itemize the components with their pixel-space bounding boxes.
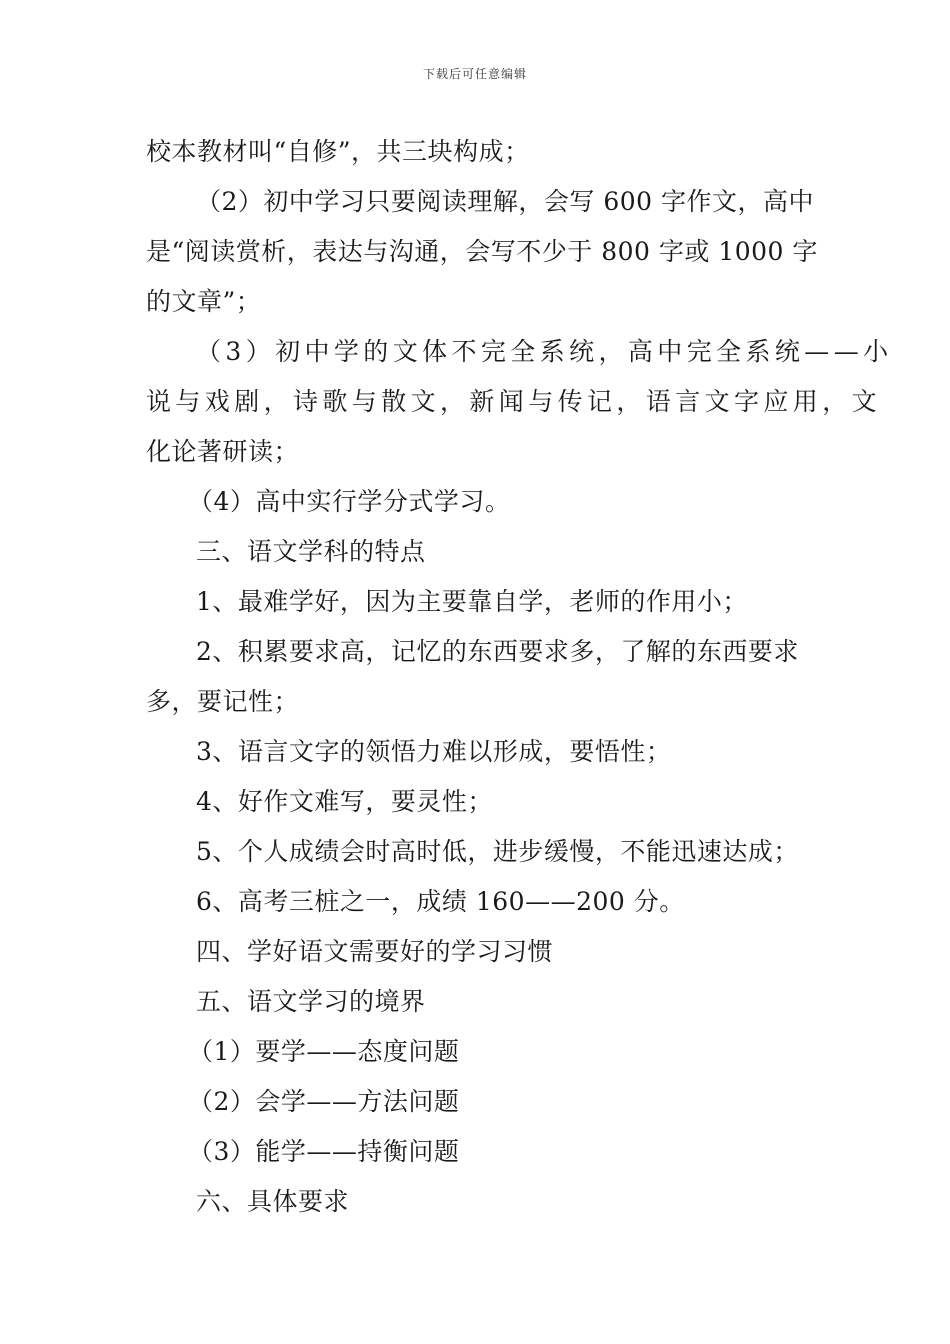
text-line: 的文章”； (146, 287, 262, 316)
list-item: （3）能学——持衡问题 (188, 1137, 460, 1166)
page-header-note: 下载后可任意编辑 (422, 67, 527, 81)
text-line: 是“阅读赏析，表达与沟通，会写不少于 800 字或 1000 字 (146, 237, 818, 266)
text-line: 校本教材叫“自修”，共三块构成； (146, 137, 530, 166)
list-item: 6、高考三桩之一，成绩 160——200 分。 (196, 887, 685, 916)
list-item: 4、好作文难写，要灵性； (196, 787, 493, 816)
list-item: 2、积累要求高，记忆的东西要求多，了解的东西要求 (196, 637, 799, 666)
list-item: （4）高中实行学分式学习。 (188, 487, 511, 516)
section-heading: 五、语文学习的境界 (196, 987, 426, 1016)
list-item: （2）初中学习只要阅读理解，会写 600 字作文，高中 (196, 187, 815, 216)
list-item: 1、最难学好，因为主要靠自学，老师的作用小； (196, 587, 748, 616)
list-item: （3）初中学的文体不完全系统，高中完全系统——小 (196, 337, 893, 366)
text-line: 多，要记性； (146, 687, 300, 716)
text-line: 化论著研读； (146, 437, 300, 466)
text-line: 说与戏剧，诗歌与散文，新闻与传记，语言文字应用，文 (146, 387, 882, 416)
list-item: （1）要学——态度问题 (188, 1037, 460, 1066)
list-item: （2）会学——方法问题 (188, 1087, 460, 1116)
document-body (146, 127, 893, 1227)
section-heading: 四、学好语文需要好的学习习惯 (196, 937, 554, 966)
section-heading: 三、语文学科的特点 (196, 537, 426, 566)
list-item: 5、个人成绩会时高时低，进步缓慢，不能迅速达成； (196, 837, 799, 866)
list-item: 3、语言文字的领悟力难以形成，要悟性； (196, 737, 672, 766)
section-heading: 六、具体要求 (196, 1187, 350, 1216)
